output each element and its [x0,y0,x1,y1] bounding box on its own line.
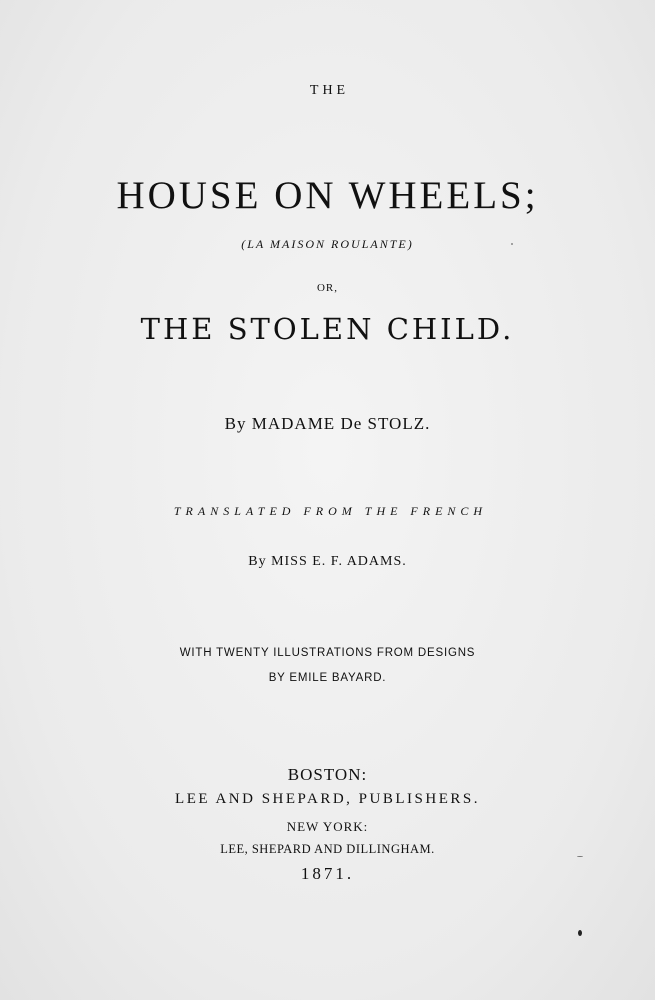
pre-title: THE [309,83,350,98]
author-line: By MADAME De STOLZ. [224,414,431,433]
book-subtitle: (LA MAISON ROULANTE) [241,237,414,251]
imprint-city-new-york: NEW YORK: [286,819,369,834]
paper-blemish [511,243,513,245]
book-title: HOUSE ON WHEELS; [116,174,539,217]
imprint-city-boston: BOSTON: [287,765,368,784]
illustrations-line-1: WITH TWENTY ILLUSTRATIONS FROM DESIGNS [179,647,476,659]
imprint-publisher-2: LEE, SHEPARD AND DILLINGHAM. [220,842,435,856]
paper-blemish [578,930,582,936]
alternate-title: THE STOLEN CHILD. [140,312,515,346]
or-connector: OR, [316,282,339,294]
translated-from-line: TRANSLATED FROM THE FRENCH [173,504,488,518]
imprint-publisher: LEE AND SHEPARD, PUBLISHERS. [175,791,480,807]
imprint-year: 1871. [300,864,355,883]
translator-line: By MISS E. F. ADAMS. [248,554,407,569]
paper-blemish [577,856,583,857]
illustrations-line-2: BY EMILE BAYARD. [268,672,387,684]
